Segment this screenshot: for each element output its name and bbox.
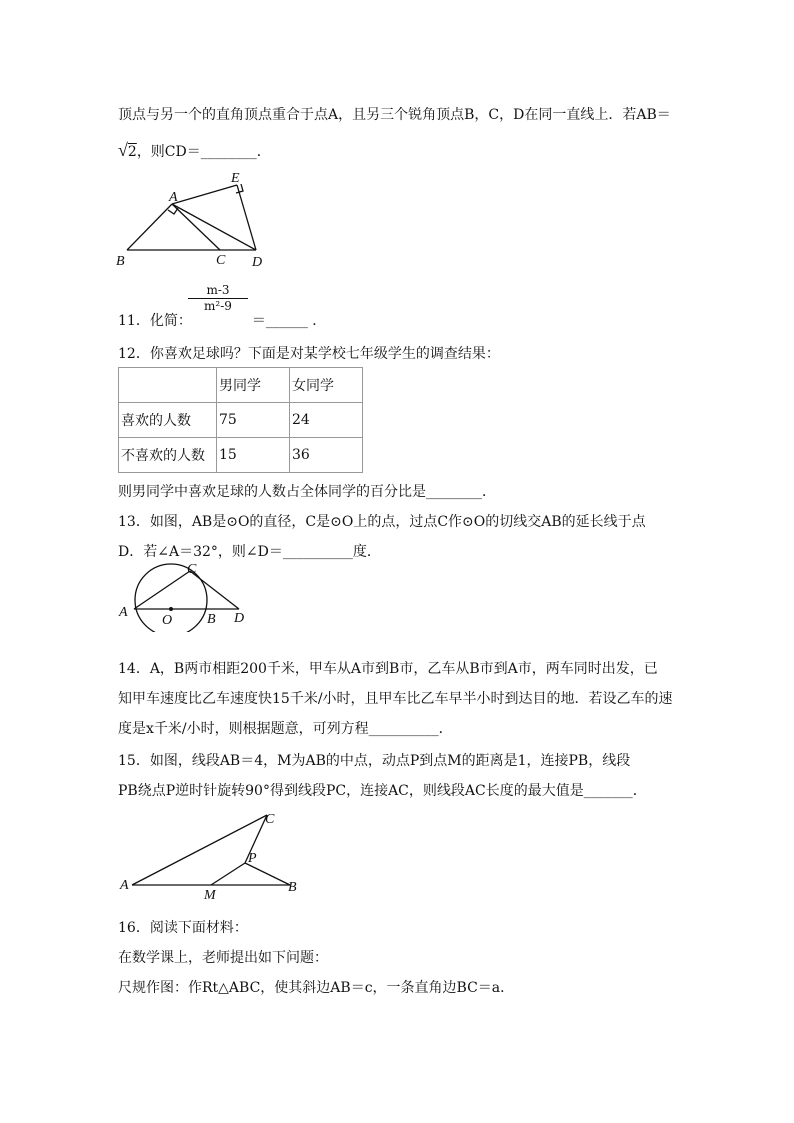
table-cell: 24 <box>290 403 363 438</box>
q15-line1: 15．如图，线段AB＝4，M为AB的中点，动点P到点M的距离是1，连接PB，线段 <box>118 753 631 769</box>
q12-followup: 则男同学中喜欢足球的人数占全体同学的百分比是________． <box>118 484 496 500</box>
q10-line1: 顶点与另一个的直角顶点重合于点A，且另三个锐角顶点B，C，D在同一直线上．若AB＝ <box>118 107 671 123</box>
label-c: C <box>216 253 226 268</box>
label-a: A <box>119 605 128 620</box>
table-cell: 75 <box>217 403 290 438</box>
segment-pb <box>245 863 290 885</box>
table-cell: 不喜欢的人数 <box>119 438 217 473</box>
table-cell: 15 <box>217 438 290 473</box>
q16-line2: 在数学课上，老师提出如下问题： <box>118 950 328 966</box>
center-point <box>169 607 173 611</box>
q13-line2: D．若∠A＝32°，则∠D＝__________度． <box>118 544 381 560</box>
q11-numerator: m-3 <box>188 283 248 299</box>
q15-figure <box>112 806 302 902</box>
label-a: A <box>120 878 129 893</box>
q10-line2 <box>118 140 271 161</box>
q10-line2-rest: ，则CD＝________． <box>136 144 271 160</box>
q13-figure <box>112 560 262 632</box>
table-header-cell: 男同学 <box>217 368 290 403</box>
label-a: A <box>169 190 178 205</box>
table-header-cell: 女同学 <box>290 368 363 403</box>
label-m: M <box>204 888 216 902</box>
survey-table <box>118 367 363 473</box>
label-p: P <box>248 851 257 866</box>
q16-line3: 尺规作图：作Rt△ABC，使其斜边AB＝c，一条直角边BC＝a． <box>118 980 515 996</box>
label-d: D <box>252 255 263 270</box>
segment-pm <box>211 863 245 885</box>
label-b: B <box>288 880 297 895</box>
segment-ac <box>132 815 267 885</box>
q14-line1: 14．A，B两市相距200千米，甲车从A市到B市，乙车从B市到A市，两车同时出发，已 <box>118 661 658 677</box>
segment-ed <box>237 185 256 250</box>
tangent-cd <box>190 571 239 609</box>
q10-figure <box>110 168 280 273</box>
label-b: B <box>207 612 216 627</box>
segment-ab <box>127 204 172 250</box>
segment-ac <box>134 571 190 609</box>
table-header-row <box>119 368 363 403</box>
label-e: E <box>231 171 240 186</box>
q11-suffix: ＝______ ． <box>251 313 327 329</box>
q13-line1: 13．如图，AB是⊙O的直径，C是⊙O上的点，过点C作⊙O的切线交AB的延长线于点 <box>118 514 646 530</box>
label-o: O <box>162 613 173 628</box>
table-cell: 喜欢的人数 <box>119 403 217 438</box>
q12-question: 12．你喜欢足球吗？下面是对某学校七年级学生的调查结果： <box>118 346 500 362</box>
q11-line <box>118 310 326 330</box>
segment-ae <box>172 185 237 204</box>
q11-fraction <box>188 283 248 313</box>
table-cell: 36 <box>290 438 363 473</box>
q14-line2: 知甲车速度比乙车速度快15千米/小时，且甲车比乙车早半小时到达目的地．若设乙车的速 <box>118 691 673 707</box>
segment-ad <box>172 204 256 250</box>
label-c: C <box>187 562 197 577</box>
q16-line1: 16．阅读下面材料： <box>118 920 248 936</box>
label-c: C <box>265 812 275 827</box>
label-d: D <box>234 611 245 626</box>
label-b: B <box>116 254 125 269</box>
q14-line3: 度是x千米/小时，则根据题意，可列方程__________． <box>118 721 453 737</box>
table-row <box>119 403 363 438</box>
q11-prefix: 11．化简： <box>118 313 192 329</box>
table-row <box>119 438 363 473</box>
sqrt-symbol: √ <box>118 140 128 160</box>
q11-denominator: m²-9 <box>204 299 232 313</box>
q15-line2: PB绕点P逆时针旋转90°得到线段PC，连接AC，则线段AC长度的最大值是_______． <box>118 783 647 799</box>
table-header-cell <box>119 368 217 403</box>
sqrt-radicand: 2 <box>127 144 137 160</box>
